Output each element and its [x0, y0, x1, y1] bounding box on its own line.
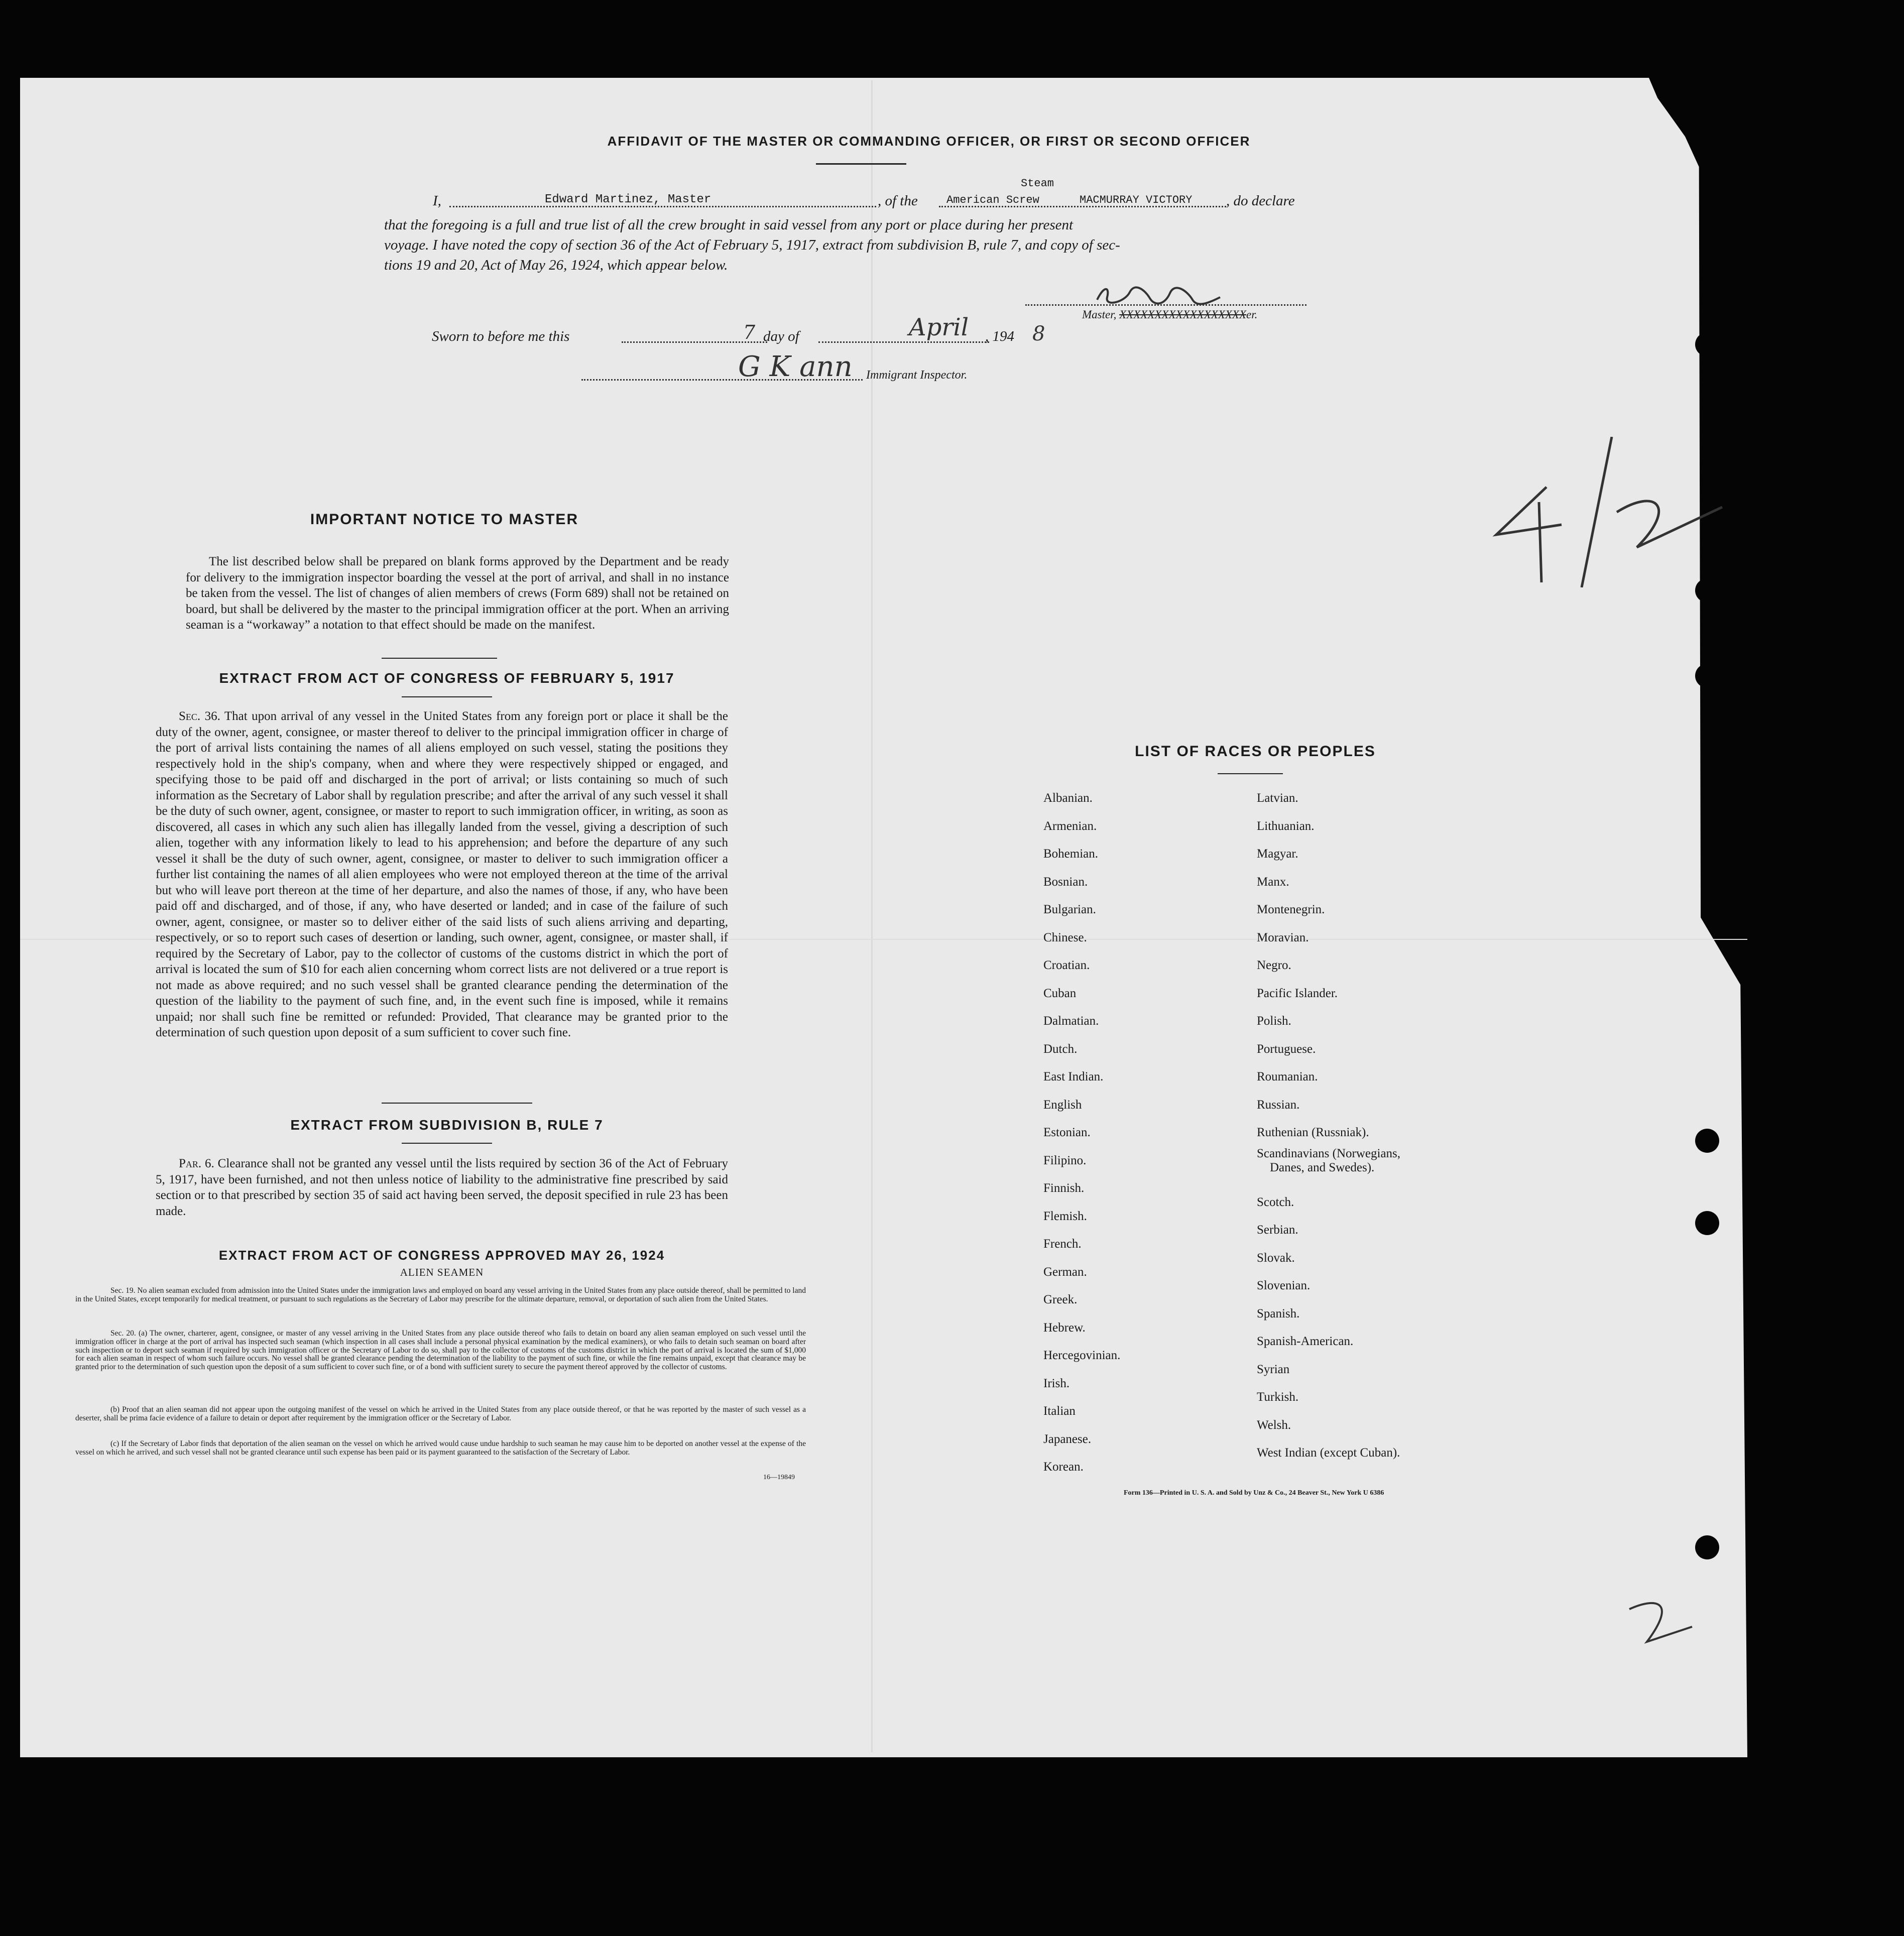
sec20a-text: Sec. 20. (a) The owner, charterer, agent, consignee, or master of any vessel arriving in the United States from any place outside thereof who fails to detain on board any alien seaman employed on such vessel until the immigration officer in charge at the port of arrival has inspected such seaman (which inspection in all cases shall include a personal physical examination by the medical examiners), or who fails to detain such seaman on board after such inspection or to deport such seaman if required by such immigration officer or the Secretary of Labor to do so, shall pay to the collector of customs of the customs district in which the port of arrival is located the sum of $1,000 for each alien seaman in respect of whom such failure occurs. No vessel shall be granted clearance pending the determination of the liability to the payment of such fine, or while the fine remains unpaid, except that clearance may be granted prior to the determination of such question upon the deposit of a sum sufficient to cover such fine, or of a bond with sufficient surety to secure the payment thereof approved by the collector of customs.: [75, 1329, 806, 1372]
race-item: Filipino.: [1043, 1153, 1087, 1167]
race-item: Hercegovinian.: [1043, 1349, 1121, 1362]
notice-text: The list described below shall be prepared on blank forms approved by the Department and be ready for delivery to the immigration inspector boarding the vessel at the port of arrival, and shall in no instance be taken from the vessel. The list of changes of alien members of crews (Form 689) shall not be retained on board, but shall be delivered by the master to the principal immigration officer at the port. When an arriving seaman is a “workaway” a notation to that effect should be made on the manifest.: [186, 555, 729, 632]
race-item: Montenegrin.: [1257, 903, 1325, 916]
race-item: Spanish.: [1257, 1306, 1300, 1320]
punch-hole: [1695, 1211, 1719, 1235]
race-item: Syrian: [1257, 1362, 1290, 1376]
master-label-text: Master,: [1082, 308, 1120, 321]
extract1924-title: EXTRACT FROM ACT OF CONGRESS APPROVED MAY 26, 1924: [218, 1248, 665, 1263]
master-suffix: er.: [1246, 308, 1258, 321]
divider: [402, 1143, 492, 1144]
race-item: East Indian.: [1043, 1070, 1104, 1083]
race-item: Italian: [1043, 1404, 1076, 1418]
affidavit-body: [384, 215, 1338, 275]
race-item: Welsh.: [1257, 1418, 1291, 1432]
race-item: Chinese.: [1043, 930, 1087, 944]
race-item: Estonian.: [1043, 1126, 1091, 1139]
race-item: Armenian.: [1043, 819, 1097, 833]
sec36-label: Sec. 36.: [179, 709, 220, 723]
race-item: Croatian.: [1043, 958, 1090, 972]
race-item: French.: [1043, 1237, 1082, 1251]
race-item: Danes, and Swedes).: [1270, 1160, 1375, 1174]
race-item: Finnish.: [1043, 1181, 1085, 1195]
punch-hole: [1695, 1129, 1719, 1153]
race-item: Dutch.: [1043, 1042, 1078, 1056]
race-item: Irish.: [1043, 1376, 1070, 1390]
vessel-name-filled: MACMURRAY VICTORY: [1080, 194, 1193, 206]
signature-scribble: [1095, 282, 1225, 307]
fold-line: [871, 80, 873, 1752]
race-item: Bohemian.: [1043, 847, 1099, 861]
sec20c-text: (c) If the Secretary of Labor finds that deportation of the alien seaman on the vessel on which he arrived would cause undue hardship to such seaman he may cause him to be deported on another vessel at the expense of the vessel on which he arrived, and such vessel shall not be granted clearance until such expense has been paid or its payment guaranteed to the satisfaction of the Secretary of Labor.: [75, 1439, 806, 1457]
sworn-day: 7: [743, 321, 756, 343]
inspector-label: Immigrant Inspector.: [866, 369, 968, 382]
race-item: Manx.: [1257, 875, 1289, 889]
race-item: Scotch.: [1257, 1195, 1294, 1209]
rule7-title: EXTRACT FROM SUBDIVISION B, RULE 7: [290, 1117, 604, 1133]
race-item: English: [1043, 1098, 1082, 1112]
race-item: Japanese.: [1043, 1432, 1092, 1446]
race-item: Bulgarian.: [1043, 903, 1096, 916]
race-item: Spanish-American.: [1257, 1335, 1354, 1348]
master-signature: [1095, 282, 1225, 312]
divider: [382, 658, 497, 659]
races-left-column: [1043, 784, 1120, 1481]
page-mark: [1486, 437, 1757, 589]
punch-hole: [1695, 332, 1719, 356]
extract1917-text: [156, 708, 728, 1041]
race-item: Slovenian.: [1257, 1279, 1311, 1292]
race-item: Scandinavians (Norwegians,: [1257, 1146, 1401, 1160]
race-item: Bosnian.: [1043, 875, 1088, 889]
race-item: Russian.: [1257, 1098, 1300, 1112]
race-item: Negro.: [1257, 958, 1291, 972]
race-item: Korean.: [1043, 1460, 1084, 1474]
corner-mark-scribble: [1627, 1597, 1702, 1647]
page-mark-scribble: [1486, 437, 1757, 587]
race-item: Turkish.: [1257, 1390, 1299, 1404]
vessel-type-filled: American Screw: [946, 194, 1039, 206]
race-item: Lithuanian.: [1257, 819, 1315, 833]
sec19-text: Sec. 19. No alien seaman excluded from admission into the United States under the immigration laws and employed on board any vessel arriving in the United States from any place outside thereof, shall be permitted to land in the United States, except temporarily for medical treatment, or pursuant to such regulations as the Secretary of Labor may prescribe for the ultimate departure, removal, or deportation of such alien from the United States.: [75, 1286, 806, 1303]
race-item: Hebrew.: [1043, 1320, 1086, 1335]
races-right-column: [1257, 784, 1400, 1467]
race-item: Moravian.: [1257, 930, 1309, 944]
race-item: German.: [1043, 1265, 1087, 1279]
divider: [816, 163, 906, 165]
races-title: LIST OF RACES OR PEOPLES: [1135, 743, 1376, 760]
divider: [1218, 773, 1283, 774]
punch-hole: [1695, 664, 1719, 688]
sworn-month: April: [909, 313, 969, 341]
affidavit-body-line: tions 19 and 20, Act of May 26, 1924, which appear below.: [384, 257, 728, 273]
race-item: Latvian.: [1257, 791, 1298, 805]
sworn-month-blank: [818, 341, 989, 343]
race-item: Dalmatian.: [1043, 1014, 1099, 1028]
master-label: [1082, 308, 1257, 321]
inspector-signature: G K ann: [738, 350, 853, 383]
extract1924-subtitle: ALIEN SEAMEN: [400, 1266, 484, 1278]
of-the-label: , of the: [878, 193, 918, 209]
race-item: Serbian.: [1257, 1223, 1298, 1237]
sec36-text: That upon arrival of any vessel in the United States from any foreign port or place it shall be the duty of the owner, agent, consignee, or master thereof to deliver to the principal immigration officer in charge of the port of arrival lists containing the names of all aliens employed on such vessel, stating the positions they respectively hold in the ship's company, when and where they were respectively shipped or engaged, and specifying those to be paid off and discharged in the port of arrival; or lists containing so much of such information as the Secretary of Labor shall by regulation prescribe; and after the arrival of any such vessel it shall be the duty of such owner, agent, consignee, or master to report to such immigration officer, in writing, as soon as discovered, all cases in which any such alien has illegally landed from the vessel, giving a description of such alien, together with any information likely to lead to his apprehension; and before the departure of any such vessel it shall be the duty of such owner, agent, consignee, or master to deliver to such immigration officer a further list containing the names of all alien employees who were not employed thereon at the time of the arrival but who will leave port thereon at the time of her departure, and also the names of those, if any, who have been paid off and discharged, and of those, if any, who have deserted or landed; and in case of the failure of such owner, agent, consignee, or master so to deliver either of the said lists of such aliens arriving and departing, respectively, or so to report such cases of desertion or landing, such owner, agent, consignee, or master shall, if required by the Secretary of Labor, pay to the collector of customs of the customs district in which the port of arrival is located the sum of $10 for each alien concerning whom correct lists are not delivered or a true report is not made as above required; and no such vessel shall be granted clearance pending the determination of the question of the liability to the payment of such fine, and, in the event such fine is imposed, while it remains unpaid; nor shall such fine be remitted or refunded: Provided, That clearance may be granted prior to the determination of such question upon deposit of a sum sufficient to cover such fine.: [156, 709, 729, 1039]
race-item: Flemish.: [1043, 1209, 1087, 1223]
form-footer: Form 136—Printed in U. S. A. and Sold by Unz & Co., 24 Beaver St., New York U 6386: [1124, 1489, 1384, 1497]
race-item: Ruthenian (Russniak).: [1257, 1126, 1369, 1139]
vessel-type-above: Steam: [1021, 177, 1054, 190]
par6-text: Clearance shall not be granted any vessel until the lists required by section 36 of the Act of February 5, 1917, have been furnished, and not then unless notice of liability to the administrative fine prescribed by said section or to that prescribed by section 35 of said act having been served, the deposit specified in rule 23 has been made.: [156, 1157, 728, 1218]
sworn-year-suffix: 8: [1032, 322, 1045, 345]
master-struck-text: XXXXXXXXXXXXXXXXXX: [1119, 308, 1247, 321]
race-item: Greek.: [1043, 1293, 1078, 1306]
do-declare-label: , do declare: [1226, 193, 1295, 209]
extract1917-title: EXTRACT FROM ACT OF CONGRESS OF FEBRUARY 5, 1917: [219, 670, 675, 686]
rule7-text: [156, 1156, 728, 1219]
par6-label: Par. 6.: [179, 1157, 214, 1170]
race-item: Roumanian.: [1257, 1070, 1318, 1083]
affidavit-i: I,: [433, 193, 441, 209]
affidavit-title: AFFIDAVIT OF THE MASTER OR COMMANDING OFFICER, OR FIRST OR SECOND OFFICER: [607, 134, 1251, 149]
sworn-year-prefix: , 194: [985, 328, 1014, 344]
affidavit-body-line: that the foregoing is a full and true list of all the crew brought in said vessel from any port or place during her present: [384, 217, 1074, 233]
race-item: Cuban: [1043, 986, 1077, 1000]
divider: [402, 696, 492, 697]
sworn-prefix: Sworn to before me this: [432, 328, 570, 344]
master-name-filled: Edward Martinez, Master: [545, 193, 711, 206]
divider: [382, 1103, 532, 1104]
notice-title: IMPORTANT NOTICE TO MASTER: [310, 511, 579, 528]
corner-mark: [1627, 1597, 1702, 1649]
sworn-day-of: day of: [763, 328, 799, 344]
sec20b-text: (b) Proof that an alien seaman did not appear upon the outgoing manifest of the vessel on which he arrived in the United States from any place outside thereof, or that he was reported by the master of such vessel as a deserter, shall be prima facie evidence of a failure to detain or deport after requirement by the immigration officer or the Secretary of Labor.: [75, 1405, 806, 1422]
affidavit-body-line: voyage. I have noted the copy of section 36 of the Act of February 5, 1917, extract from subdivision B, rule 7, and copy of sec-: [384, 237, 1120, 253]
race-item: Pacific Islander.: [1257, 986, 1338, 1000]
race-item: Polish.: [1257, 1014, 1291, 1028]
race-item: West Indian (except Cuban).: [1257, 1446, 1400, 1460]
race-item: Albanian.: [1043, 791, 1093, 805]
punch-hole: [1695, 1535, 1719, 1559]
race-item: Slovak.: [1257, 1251, 1295, 1265]
race-item: Magyar.: [1257, 847, 1298, 861]
race-item: Portuguese.: [1257, 1042, 1316, 1056]
form-code: 16—19849: [763, 1474, 795, 1481]
